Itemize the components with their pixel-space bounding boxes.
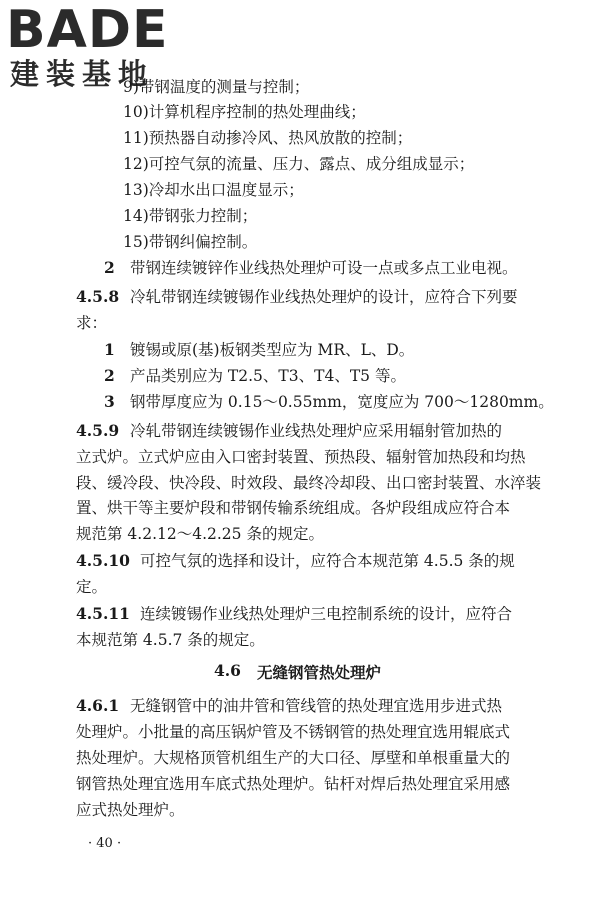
paragraph-line: 求： [76,314,108,332]
item-number: 3 [104,392,115,411]
item-number: 2 [104,258,115,277]
clause-number: 4.5.8 [76,287,120,306]
list-item: 9)带钢温度的测量与控制； [123,78,310,96]
list-item: 13)冷却水出口温度显示； [123,181,304,199]
list-item: 14)带钢张力控制； [123,207,258,225]
section-title: 无缝钢管热处理炉 [257,663,382,682]
paragraph-line: 热处理炉。大规格顶管机组生产的大口径、厚壁和单根重量大的 [76,749,511,767]
paragraph-line: 冷轧带钢连续镀锡作业线热处理炉的设计，应符合下列要 [130,288,518,306]
paragraph-line: 置、烘干等主要炉段和带钢传输系统组成。各炉段组成应符合本 [76,499,511,517]
paragraph-line: 本规范第 4.5.7 条的规定。 [76,631,265,649]
paragraph-line: 规范第 4.2.12～4.2.25 条的规定。 [76,525,324,543]
clause-number: 4.5.10 [76,551,130,570]
paragraph-line: 处理炉。小批量的高压锅炉管及不锈钢管的热处理宜选用辊底式 [76,723,511,741]
page-number: · 40 · [88,836,122,851]
paragraph-line: 应式热处理炉。 [76,801,185,819]
section-number: 4.6 [214,661,241,680]
paragraph-line: 定。 [76,578,108,596]
item-number: 1 [104,340,115,359]
paragraph-line: 段、缓冷段、快冷段、时效段、最终冷却段、出口密封装置、水淬装 [76,474,542,492]
paragraph-line: 带钢连续镀锌作业线热处理炉可设一点或多点工业电视。 [130,259,518,277]
paragraph-line: 钢管热处理宜选用车底式热处理炉。钻杆对焊后热处理宜采用感 [76,775,511,793]
list-item: 10)计算机程序控制的热处理曲线； [123,103,366,121]
paragraph-line: 钢带厚度应为 0.15～0.55mm，宽度应为 700～1280mm。 [130,393,554,411]
logo-brand: BADE [6,0,169,60]
list-item: 15)带钢纠偏控制。 [123,233,258,251]
logo-subtitle: 建装基地 [10,57,155,91]
paragraph-line: 产品类别应为 T2.5、T3、T4、T5 等。 [130,367,406,385]
clause-number: 4.5.11 [76,604,130,623]
paragraph-line: 冷轧带钢连续镀锡作业线热处理炉应采用辐射管加热的 [130,422,503,440]
list-item: 12)可控气氛的流量、压力、露点、成分组成显示； [123,155,475,173]
paragraph-line: 可控气氛的选择和设计，应符合本规范第 4.5.5 条的规 [140,552,515,570]
paragraph-line: 连续镀锡作业线热处理炉三电控制系统的设计，应符合 [140,605,513,623]
item-number: 2 [104,366,115,385]
paragraph-line: 无缝钢管中的油井管和管线管的热处理宜选用步进式热 [130,697,503,715]
paragraph-line: 镀锡或原(基)板钢类型应为 MR、L、D。 [130,341,415,359]
clause-number: 4.5.9 [76,421,120,440]
clause-number: 4.6.1 [76,696,120,715]
list-item: 11)预热器自动掺冷风、热风放散的控制； [123,129,413,147]
paragraph-line: 立式炉。立式炉应由入口密封装置、预热段、辐射管加热段和均热 [76,448,526,466]
